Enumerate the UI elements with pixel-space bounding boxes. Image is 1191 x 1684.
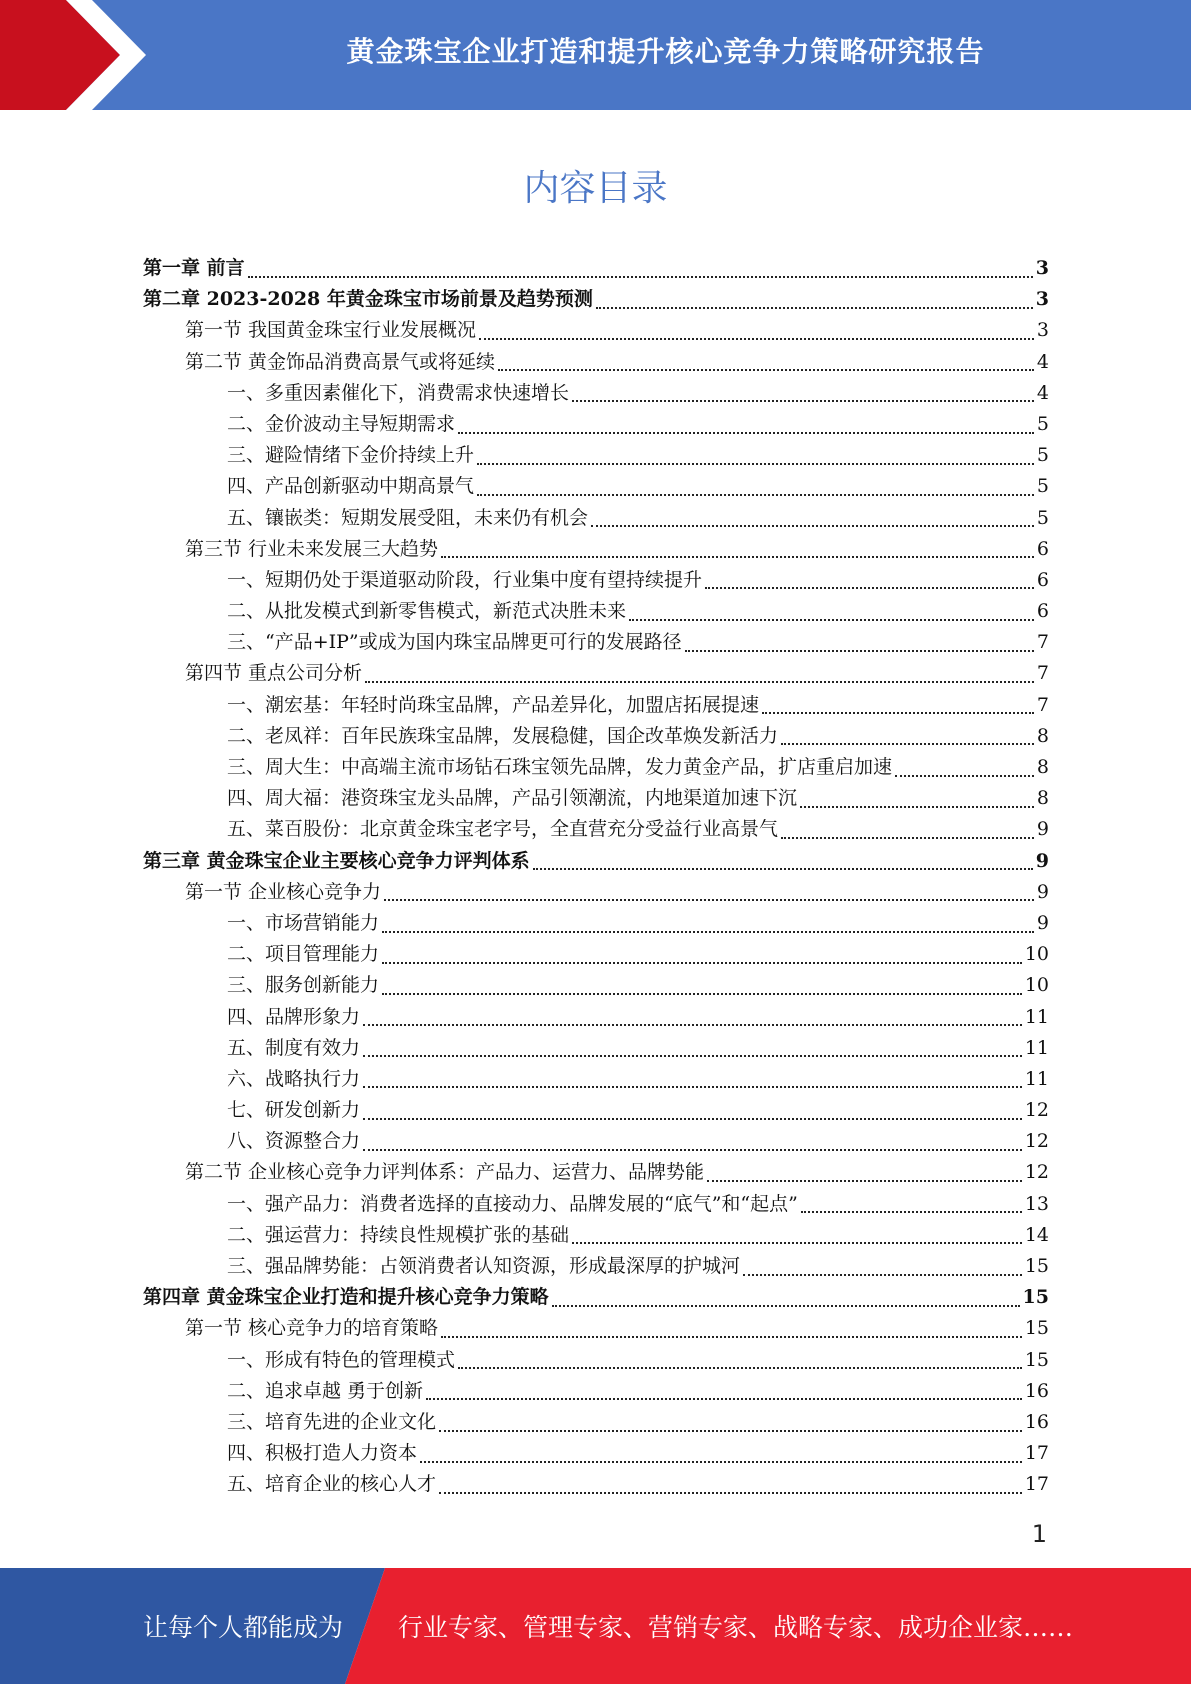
toc-entry-page: 7 <box>1036 693 1049 716</box>
toc-entry[interactable] <box>143 970 1049 1001</box>
toc-entry[interactable] <box>143 690 1049 721</box>
toc-entry[interactable] <box>143 1251 1049 1282</box>
toc-entry-title: 二、追求卓越 勇于创新 <box>227 1379 424 1402</box>
toc-entry-title: 四、品牌形象力 <box>227 1005 361 1028</box>
toc-entry-page: 6 <box>1036 537 1049 560</box>
toc-dot-leader <box>781 743 1034 745</box>
toc-dot-leader <box>477 494 1034 496</box>
toc-entry[interactable] <box>143 627 1049 658</box>
toc-entry-page: 3 <box>1035 288 1049 311</box>
toc-entry-title: 二、从批发模式到新零售模式，新范式决胜未来 <box>227 600 627 623</box>
toc-entry-page: 7 <box>1036 662 1049 685</box>
toc-entry-page: 15 <box>1024 1317 1049 1340</box>
toc-entry-title: 二、强运营力：持续良性规模扩张的基础 <box>227 1223 570 1246</box>
toc-entry-title: 第一节 我国黄金珠宝行业发展概况 <box>185 319 477 342</box>
toc-entry-page: 4 <box>1036 350 1049 373</box>
toc-dot-leader <box>781 837 1034 839</box>
toc-entry-title: 七、研发创新力 <box>227 1099 361 1122</box>
toc-entry[interactable] <box>143 1064 1049 1095</box>
toc-entry[interactable] <box>143 1282 1049 1313</box>
toc-dot-leader <box>596 307 1033 309</box>
toc-entry-page: 9 <box>1035 849 1049 872</box>
toc-entry-page: 11 <box>1024 1005 1049 1028</box>
toc-dot-leader <box>382 931 1034 933</box>
toc-entry-page: 17 <box>1024 1473 1049 1496</box>
toc-entry-page: 8 <box>1036 756 1049 778</box>
toc-entry-page: 9 <box>1036 818 1049 841</box>
toc-dot-leader <box>382 962 1022 964</box>
toc-dot-leader <box>458 1367 1022 1369</box>
toc-entry-title: 一、多重因素催化下，消费需求快速增长 <box>227 381 570 404</box>
toc-dot-leader <box>363 1086 1022 1088</box>
toc-entry-title: 四、周大福：港资珠宝龙头品牌，产品引领潮流，内地渠道加速下沉 <box>227 787 798 810</box>
toc-entry-page: 9 <box>1036 911 1049 934</box>
toc-entry-page: 12 <box>1024 1099 1049 1122</box>
toc-entry-title: 五、镶嵌类：短期发展受阻，未来仍有机会 <box>227 506 589 529</box>
toc-entry-page: 6 <box>1036 600 1049 623</box>
toc-entry-page: 12 <box>1024 1130 1049 1153</box>
toc-entry-title: 第二节 企业核心竞争力评判体系：产品力、运营力、品牌势能 <box>185 1161 705 1184</box>
toc-entry[interactable] <box>143 1469 1049 1500</box>
toc-entry-title: 一、强产品力：消费者选择的直接动力、品牌发展的“底气”和“起点” <box>227 1192 798 1215</box>
toc-entry[interactable] <box>143 1313 1049 1344</box>
toc-entry[interactable] <box>143 347 1049 378</box>
page-number: 1 <box>1031 1520 1047 1548</box>
toc-entry[interactable] <box>143 1407 1049 1438</box>
toc-entry-page: 15 <box>1024 1255 1049 1277</box>
toc-entry-page: 5 <box>1036 475 1049 498</box>
toc-entry[interactable] <box>143 596 1049 627</box>
toc-entry[interactable] <box>143 1376 1049 1407</box>
toc-dot-leader <box>363 1118 1022 1120</box>
toc-entry-page: 5 <box>1036 444 1049 467</box>
toc-entry[interactable] <box>143 1002 1049 1033</box>
toc-entry-page: 16 <box>1024 1379 1049 1402</box>
toc-entry[interactable] <box>143 658 1049 689</box>
toc-heading: 内容目录 <box>523 168 668 209</box>
toc-dot-leader <box>895 775 1034 777</box>
toc-dot-leader <box>365 681 1034 683</box>
toc-entry-title: 三、避险情绪下金价持续上升 <box>227 444 475 467</box>
toc-dot-leader <box>705 587 1034 589</box>
toc-entry-title: 三、周大生：中高端主流市场钻石珠宝领先品牌，发力黄金产品，扩店重启加速 <box>227 756 893 778</box>
toc-entry-title: 第二章 2023-2028 年黄金珠宝市场前景及趋势预测 <box>143 288 593 311</box>
toc-dot-leader <box>572 400 1034 402</box>
toc-entry-page: 15 <box>1022 1286 1049 1309</box>
toc-entry-title: 四、积极打造人力资本 <box>227 1442 418 1465</box>
toc-entry-title: 三、“产品+IP”或成为国内珠宝品牌更可行的发展路径 <box>227 631 682 654</box>
toc-entry[interactable] <box>143 814 1049 845</box>
toc-entry-title: 四、产品创新驱动中期高景气 <box>227 475 475 498</box>
header-arrow-decoration <box>0 0 160 110</box>
toc-dot-leader <box>384 899 1034 901</box>
toc-dot-leader <box>426 1398 1022 1400</box>
toc-dot-leader <box>458 432 1034 434</box>
toc-entry[interactable] <box>143 908 1049 939</box>
toc-entry-title: 第一章 前言 <box>143 257 245 279</box>
toc-dot-leader <box>801 1211 1022 1213</box>
toc-entry-title: 一、潮宏基：年轻时尚珠宝品牌，产品差异化，加盟店拓展提速 <box>227 693 760 716</box>
toc-entry-page: 7 <box>1036 631 1049 654</box>
toc-dot-leader <box>498 369 1034 371</box>
footer-band <box>0 1568 1191 1684</box>
toc-entry[interactable] <box>143 1157 1049 1188</box>
toc-entry[interactable] <box>143 409 1049 440</box>
toc-entry-title: 第二节 黄金饰品消费高景气或将延续 <box>185 350 496 373</box>
toc-entry-title: 二、项目管理能力 <box>227 943 380 966</box>
toc-dot-leader <box>363 1055 1022 1057</box>
toc-dot-leader <box>591 525 1034 527</box>
toc-dot-leader <box>685 650 1034 652</box>
toc-entry-title: 一、短期仍处于渠道驱动阶段，行业集中度有望持续提升 <box>227 568 703 591</box>
toc-entry[interactable] <box>143 284 1049 315</box>
toc-dot-leader <box>572 1242 1022 1244</box>
toc-entry-page: 12 <box>1024 1161 1049 1184</box>
toc-entry-page: 6 <box>1036 568 1049 591</box>
toc-entry[interactable] <box>143 877 1049 908</box>
toc-entry[interactable] <box>143 1189 1049 1220</box>
toc-entry-page: 8 <box>1036 787 1049 810</box>
toc-entry[interactable] <box>143 1033 1049 1064</box>
toc-entry[interactable] <box>143 1345 1049 1376</box>
toc-entry[interactable] <box>143 253 1049 284</box>
toc-dot-leader <box>248 276 1033 278</box>
toc-entry[interactable] <box>143 503 1049 534</box>
toc-dot-leader <box>382 993 1022 995</box>
toc-entry-page: 17 <box>1024 1442 1049 1465</box>
toc-entry-title: 一、形成有特色的管理模式 <box>227 1348 456 1371</box>
toc-entry-title: 五、培育企业的核心人才 <box>227 1473 437 1496</box>
toc-dot-leader <box>707 1180 1022 1182</box>
toc-dot-leader <box>363 1149 1022 1151</box>
toc-entry-page: 8 <box>1036 724 1049 747</box>
toc-entry-title: 五、制度有效力 <box>227 1036 361 1059</box>
toc-entry-page: 5 <box>1036 506 1049 529</box>
toc-entry-page: 5 <box>1036 412 1049 435</box>
toc-entry-title: 二、金价波动主导短期需求 <box>227 412 456 435</box>
toc-entry-page: 11 <box>1024 1067 1049 1090</box>
toc-entry-title: 第一节 企业核心竞争力 <box>185 880 382 903</box>
toc-entry[interactable] <box>143 752 1049 783</box>
toc-entry-page: 15 <box>1024 1348 1049 1371</box>
toc-dot-leader <box>743 1274 1022 1276</box>
toc-entry-title: 第三节 行业未来发展三大趋势 <box>185 537 439 560</box>
toc-entry-title: 三、培育先进的企业文化 <box>227 1410 437 1433</box>
toc-entry[interactable] <box>143 939 1049 970</box>
toc-entry[interactable] <box>143 1438 1049 1469</box>
toc-entry-page: 13 <box>1024 1192 1049 1215</box>
toc-dot-leader <box>477 463 1034 465</box>
toc-entry[interactable] <box>143 1220 1049 1251</box>
footer-slogan-right: 行业专家、管理专家、营销专家、战略专家、成功企业家…… <box>398 1613 1074 1642</box>
footer-slogan-left: 让每个人都能成为 <box>143 1613 344 1642</box>
toc-entry-title: 八、资源整合力 <box>227 1130 361 1153</box>
toc-entry[interactable] <box>143 1126 1049 1157</box>
toc-entry[interactable] <box>143 534 1049 565</box>
toc-entry[interactable] <box>143 783 1049 814</box>
toc-entry-page: 9 <box>1036 880 1049 903</box>
toc-dot-leader <box>363 1024 1022 1026</box>
toc-entry[interactable] <box>143 565 1049 596</box>
toc-entry-page: 10 <box>1024 943 1049 966</box>
toc-entry-page: 14 <box>1024 1223 1049 1246</box>
toc-dot-leader <box>439 1430 1022 1432</box>
header-band <box>0 0 1191 110</box>
toc-entry[interactable] <box>143 721 1049 752</box>
toc-dot-leader <box>762 712 1034 714</box>
toc-dot-leader <box>441 1336 1022 1338</box>
toc-dot-leader <box>800 806 1034 808</box>
toc-entry-title: 三、强品牌势能：占领消费者认知资源，形成最深厚的护城河 <box>227 1255 741 1277</box>
toc-dot-leader <box>441 556 1034 558</box>
toc-entry-title: 五、菜百股份：北京黄金珠宝老字号，全直营充分受益行业高景气 <box>227 818 779 841</box>
toc-dot-leader <box>533 868 1033 870</box>
toc-entry-page: 3 <box>1036 319 1049 342</box>
toc-entry-title: 一、市场营销能力 <box>227 911 380 934</box>
toc-entry-page: 4 <box>1036 381 1049 404</box>
toc-entry[interactable] <box>143 315 1049 346</box>
toc-dot-leader <box>420 1461 1022 1463</box>
toc-entry-title: 第一节 核心竞争力的培育策略 <box>185 1317 439 1340</box>
toc-entry-title: 第四章 黄金珠宝企业打造和提升核心竞争力策略 <box>143 1286 549 1309</box>
toc-dot-leader <box>439 1492 1022 1494</box>
toc-entry-page: 3 <box>1035 257 1049 279</box>
toc-entry[interactable] <box>143 846 1049 877</box>
toc-entry-title: 三、服务创新能力 <box>227 974 380 997</box>
toc-entry-page: 16 <box>1024 1410 1049 1433</box>
toc-dot-leader <box>629 619 1034 621</box>
toc-entry-title: 第三章 黄金珠宝企业主要核心竞争力评判体系 <box>143 849 530 872</box>
toc-entry-title: 六、战略执行力 <box>227 1067 361 1090</box>
toc-entry-page: 10 <box>1024 974 1049 997</box>
toc-entry[interactable] <box>143 1095 1049 1126</box>
toc-dot-leader <box>479 338 1034 340</box>
toc-entry[interactable] <box>143 440 1049 471</box>
toc-dot-leader <box>552 1305 1020 1307</box>
toc-entry[interactable] <box>143 471 1049 502</box>
toc-entry-page: 11 <box>1024 1036 1049 1059</box>
toc-entry[interactable] <box>143 378 1049 409</box>
table-of-contents <box>143 253 1049 1501</box>
report-title: 黄金珠宝企业打造和提升核心竞争力策略研究报告 <box>346 35 985 68</box>
toc-entry-title: 二、老凤祥：百年民族珠宝品牌，发展稳健，国企改革焕发新活力 <box>227 724 779 747</box>
toc-entry-title: 第四节 重点公司分析 <box>185 662 363 685</box>
